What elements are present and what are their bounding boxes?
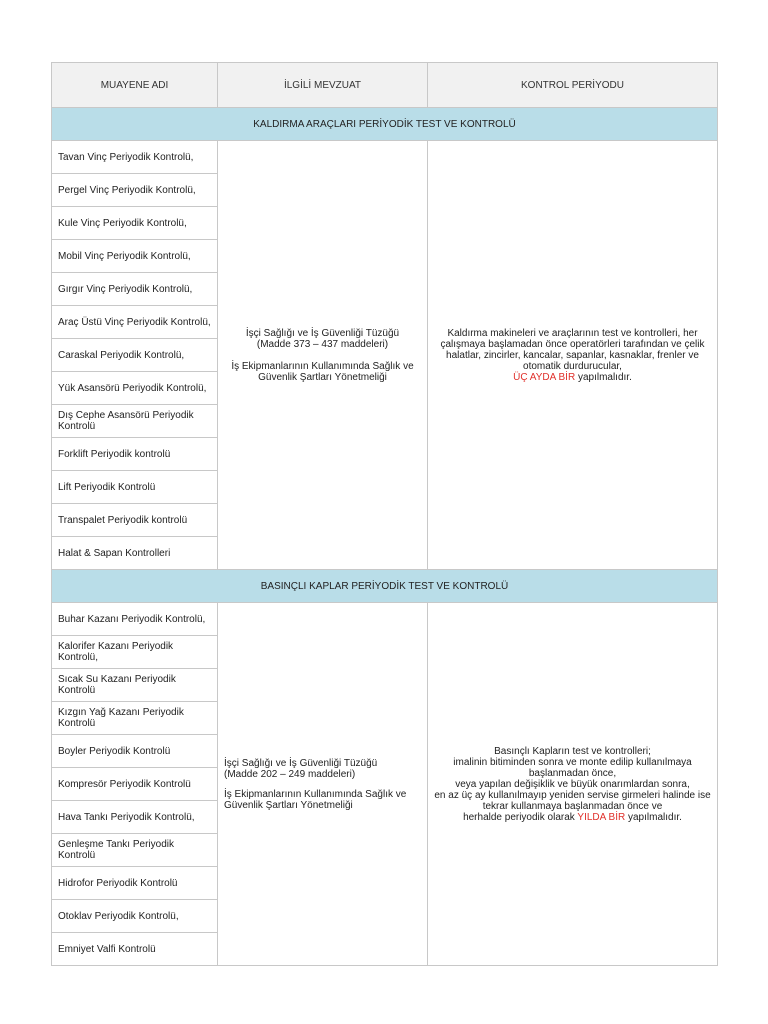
regulation-cell-lifting	[218, 141, 428, 570]
period-cell-pressure	[428, 603, 718, 966]
law-regulation: İş Ekipmanlarının Kullanımında Sağlık ve Güvenlik Şartları Yönetmeliği	[224, 788, 407, 811]
law-articles: (Madde 373 – 437 maddeleri)	[256, 338, 389, 350]
period-prefix: herhalde periyodik olarak	[463, 811, 578, 823]
period-line: en az üç ay kullanılmayıp yeniden servise girmeleri halinde ise tekrar kullanmaya başlanmadan önce ve	[434, 789, 711, 812]
section-title-lifting: KALDIRMA ARAÇLARI PERİYODİK TEST VE KONTROLÜ	[52, 108, 718, 141]
list-item: Araç Üstü Vinç Periyodik Kontrolü,	[52, 306, 218, 339]
header-regulation: İLGİLİ MEVZUAT	[218, 63, 428, 108]
section-row-pressure	[52, 570, 718, 603]
table-header-row	[52, 63, 718, 108]
period-suffix: yapılmalıdır.	[625, 811, 682, 823]
list-item: Forklift Periyodik kontrolü	[52, 438, 218, 471]
period-highlight: YILDA BİR	[577, 811, 626, 823]
list-item: Halat & Sapan Kontrolleri	[52, 537, 218, 570]
list-item: Kule Vinç Periyodik Kontrolü,	[52, 207, 218, 240]
period-line: imalinin bitiminden sonra ve monte edilip kullanılmaya başlanmadan önce,	[453, 756, 692, 779]
section-row-lifting	[52, 108, 718, 141]
list-item: Sıcak Su Kazanı Periyodik Kontrolü	[52, 669, 218, 702]
list-item: Gırgır Vinç Periyodik Kontrolü,	[52, 273, 218, 306]
list-item: Genleşme Tankı Periyodik Kontrolü	[52, 834, 218, 867]
table-row	[52, 603, 718, 636]
law-title: İşçi Sağlığı ve İş Güvenliği Tüzüğü	[245, 327, 400, 339]
law-articles: (Madde 202 – 249 maddeleri)	[224, 768, 356, 780]
list-item: Pergel Vinç Periyodik Kontrolü,	[52, 174, 218, 207]
list-item: Boyler Periyodik Kontrolü	[52, 735, 218, 768]
period-line: veya yapılan değişiklik ve büyük onarımlardan sonra,	[455, 778, 690, 790]
period-suffix: yapılmalıdır.	[575, 371, 632, 383]
list-item: Transpalet Periyodik kontrolü	[52, 504, 218, 537]
list-item: Emniyet Valfi Kontrolü	[52, 933, 218, 966]
list-item: Kompresör Periyodik Kontrolü	[52, 768, 218, 801]
list-item: Dış Cephe Asansörü Periyodik Kontrolü	[52, 405, 218, 438]
list-item: Lift Periyodik Kontrolü	[52, 471, 218, 504]
list-item: Hava Tankı Periyodik Kontrolü,	[52, 801, 218, 834]
law-regulation: İş Ekipmanlarının Kullanımında Sağlık ve Güvenlik Şartları Yönetmeliği	[231, 360, 414, 383]
list-item: Otoklav Periyodik Kontrolü,	[52, 900, 218, 933]
inspection-table	[51, 62, 718, 966]
period-line: Basınçlı Kapların test ve kontrolleri;	[494, 745, 651, 757]
list-item: Buhar Kazanı Periyodik Kontrolü,	[52, 603, 218, 636]
list-item: Kızgın Yağ Kazanı Periyodik Kontrolü	[52, 702, 218, 735]
list-item: Yük Asansörü Periyodik Kontrolü,	[52, 372, 218, 405]
period-cell-lifting	[428, 141, 718, 570]
list-item: Kalorifer Kazanı Periyodik Kontrolü,	[52, 636, 218, 669]
header-control-period: KONTROL PERİYODU	[428, 63, 718, 108]
list-item: Hidrofor Periyodik Kontrolü	[52, 867, 218, 900]
list-item: Tavan Vinç Periyodik Kontrolü,	[52, 141, 218, 174]
law-title: İşçi Sağlığı ve İş Güvenliği Tüzüğü	[224, 757, 378, 769]
list-item: Mobil Vinç Periyodik Kontrolü,	[52, 240, 218, 273]
header-inspection-name: MUAYENE ADI	[52, 63, 218, 108]
period-text: Kaldırma makineleri ve araçlarının test ve kontrolleri, her çalışmaya başlamadan önce operatörleri tarafından ve çelik halatlar, zincirler, kancalar, sapanlar, kasnaklar, frenler ve otomatik durdurucular,	[440, 327, 705, 372]
list-item: Caraskal Periyodik Kontrolü,	[52, 339, 218, 372]
regulation-cell-pressure	[218, 603, 428, 966]
section-title-pressure: BASINÇLI KAPLAR PERİYODİK TEST VE KONTROLÜ	[52, 570, 718, 603]
period-highlight: ÜÇ AYDA BİR	[513, 371, 576, 383]
table-row	[52, 141, 718, 174]
